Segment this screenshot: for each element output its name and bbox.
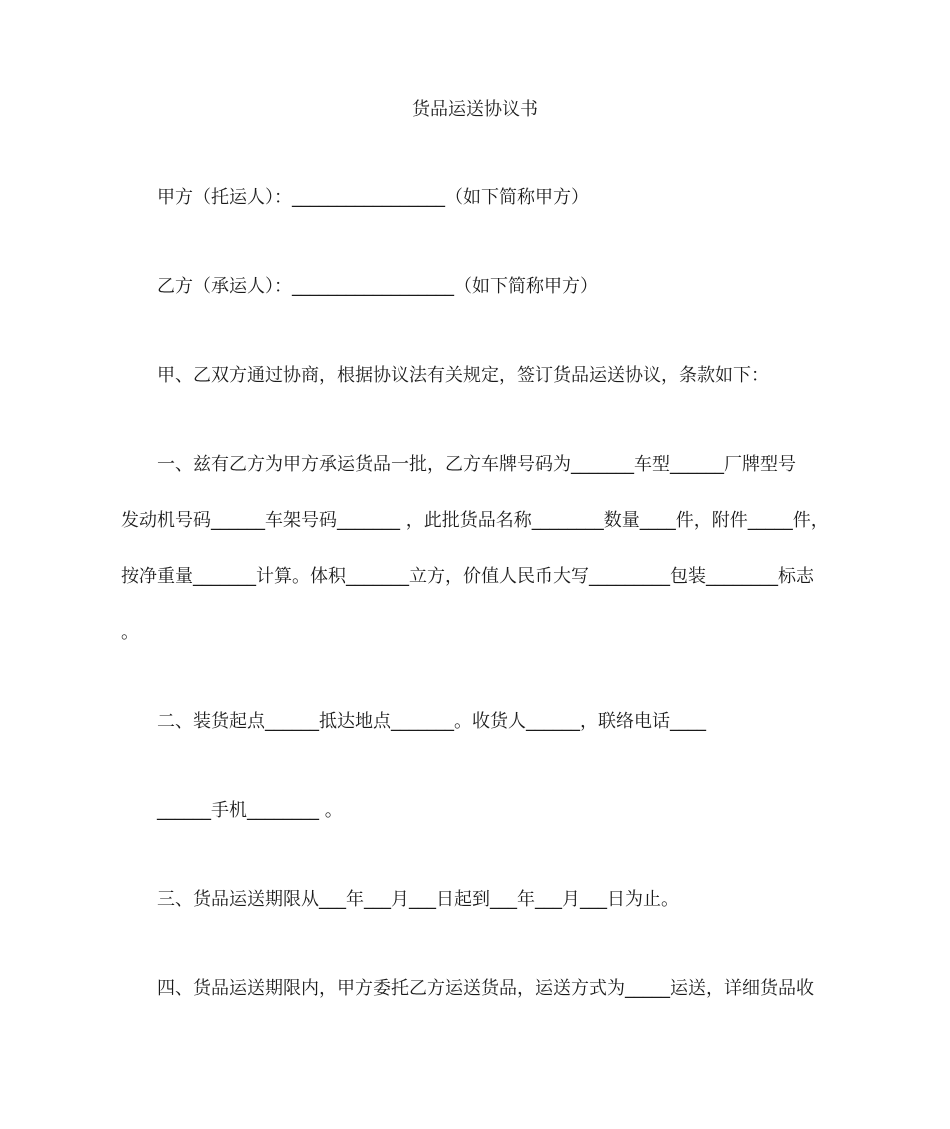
- intro-paragraph: 甲、乙双方通过协商，根据协议法有关规定，签订货品运送协议，条款如下：: [157, 365, 769, 386]
- clause-1-line-3: 按净重量_______计算。体积_______立方，价值人民币大写_________包装________标志: [121, 566, 814, 587]
- party-b-line: 乙方（承运人）：__________________（如下简称甲方）: [157, 276, 598, 297]
- clause-3-line: 三、货品运送期限从___年___月___日起到___年___月___日为止。: [157, 889, 679, 910]
- clause-2-line-2: ______手机________ 。: [157, 800, 343, 821]
- clause-1-line-1: 一、兹有乙方为甲方承运货品一批，乙方车牌号码为_______车型______厂牌型号: [157, 454, 796, 475]
- clause-1-line-4: 。: [121, 622, 139, 643]
- clause-2-line-1: 二、装货起点______抵达地点_______。收货人______，联络电话____: [157, 711, 706, 732]
- clause-4-line-1: 四、货品运送期限内，甲方委托乙方运送货品，运送方式为_____运送，详细货品收: [157, 978, 814, 999]
- document-title: 货品运送协议书: [412, 99, 538, 120]
- party-a-line: 甲方（托运人）：_________________（如下简称甲方）: [157, 187, 589, 208]
- clause-1-line-2: 发动机号码______车架号码_______ ，此批货品名称________数量____件，附件_____件，: [121, 510, 829, 531]
